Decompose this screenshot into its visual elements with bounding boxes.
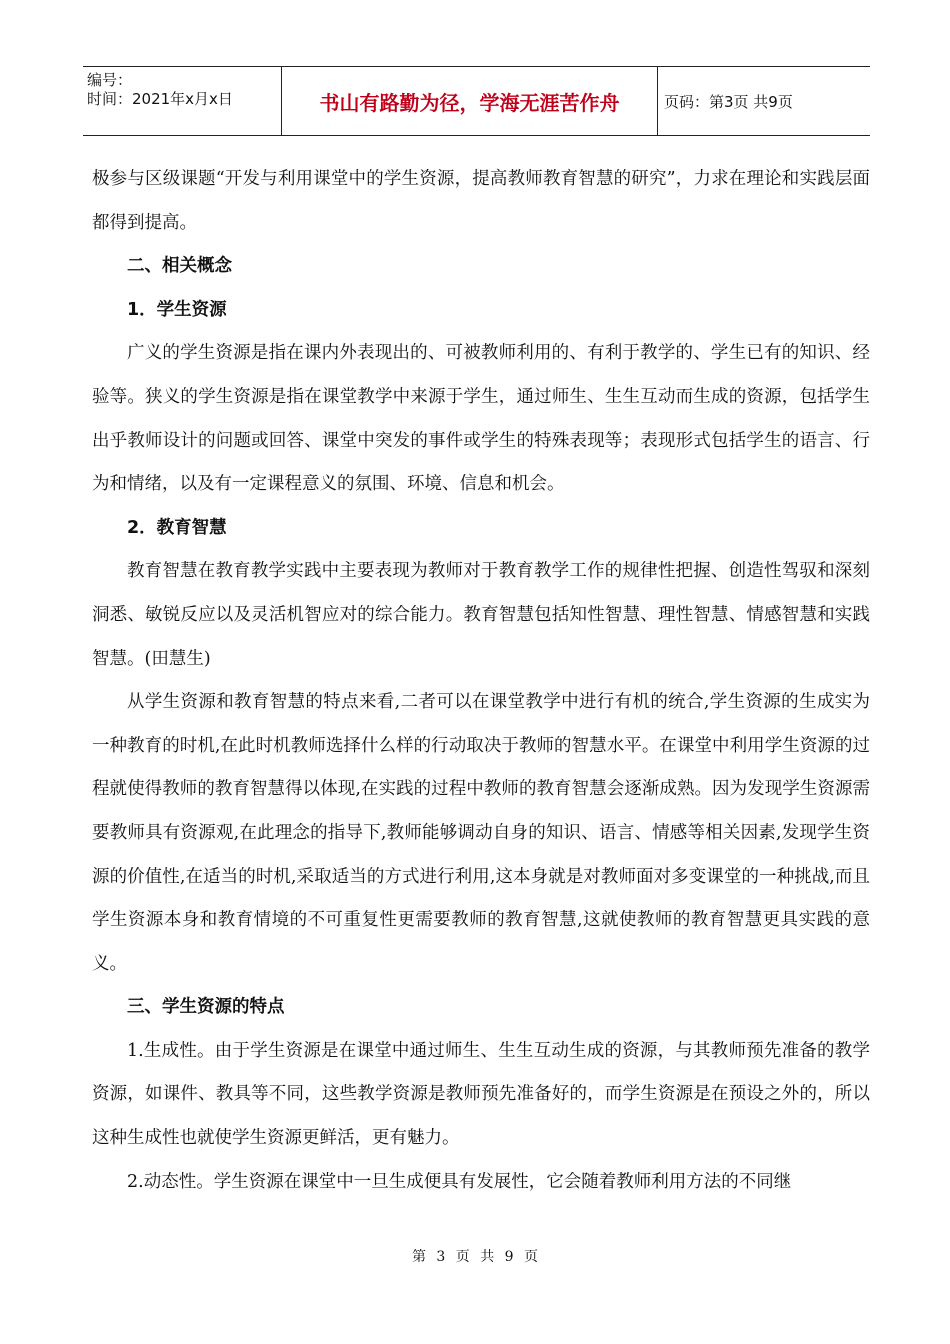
document-number-label: 编号： <box>87 71 133 89</box>
paragraph-feature-generative: 1.生成性。由于学生资源是在课堂中通过师生、生生互动生成的资源，与其教师预先准备的教学资源，如课件、教具等不同，这些教学资源是教师预先准备好的，而学生资源是在预设之外的，所以这种生成性也就使学生资源更鲜活，更有魅力。 <box>92 1040 870 1149</box>
header-meta <box>83 67 281 135</box>
paragraph-student-resources: 广义的学生资源是指在课内外表现出的、可被教师利用的、有利于教学的、学生已有的知识、经验等。狭义的学生资源是指在课堂教学中来源于学生，通过师生、生生互动而生成的资源，包括学生出乎教师设计的问题或回答、课堂中突发的事件或学生的特殊表现等；表现形式包括学生的语言、行为和情绪，以及有一定课程意义的氛围、环境、信息和机会。 <box>92 343 870 495</box>
paragraph-educational-wisdom: 教育智慧在教育教学实践中主要表现为教师对于教育教学工作的规律性把握、创造性驾驭和深刻洞悉、敏锐反应以及灵活机智应对的综合能力。教育智慧包括知性智慧、理性智慧、情感智慧和实践智慧。(田慧生) <box>92 561 870 669</box>
document-body <box>92 158 870 1204</box>
header-page-info: 页码：第3页 共9页 <box>664 92 793 111</box>
page-footer: 第 3 页 共 9 页 <box>411 1249 539 1265</box>
document-date: 时间：2021年x月x日 <box>87 90 233 108</box>
section-heading-concepts: 二、相关概念 <box>127 256 232 277</box>
section-heading-features: 三、学生资源的特点 <box>127 997 285 1018</box>
paragraph-relationship: 从学生资源和教育智慧的特点来看,二者可以在课堂教学中进行有机的统合,学生资源的生成实为一种教育的时机,在此时机教师选择什么样的行动取决于教师的智慧水平。在课堂中利用学生资源的过程就使得教师的教育智慧得以体现,在实践的过程中教师的教育智慧会逐渐成熟。因为发现学生资源需要教师具有资源观,在此理念的指导下,教师能够调动自身的知识、语言、情感等相关因素,发现学生资源的价值性,在适当的时机,采取适当的方式进行利用,这本身就是对教师面对多变课堂的一种挑战,而且学生资源本身和教育情境的不可重复性更需要教师的教育智慧,这就使教师的教育智慧更具实践的意义。 <box>92 692 870 974</box>
subheading-student-resources: 1．学生资源 <box>127 299 227 320</box>
paragraph-intro-continued: 极参与区级课题“开发与利用课堂中的学生资源，提高教师教育智慧的研究”，力求在理论和实践层面都得到提高。 <box>92 169 870 233</box>
page-header <box>83 66 870 136</box>
paragraph-feature-dynamic: 2.动态性。学生资源在课堂中一旦生成便具有发展性，它会随着教师利用方法的不同继 <box>127 1171 792 1192</box>
header-motto: 书山有路勤为径，学海无涯苦作舟 <box>281 67 658 135</box>
subheading-educational-wisdom: 2．教育智慧 <box>127 517 227 538</box>
